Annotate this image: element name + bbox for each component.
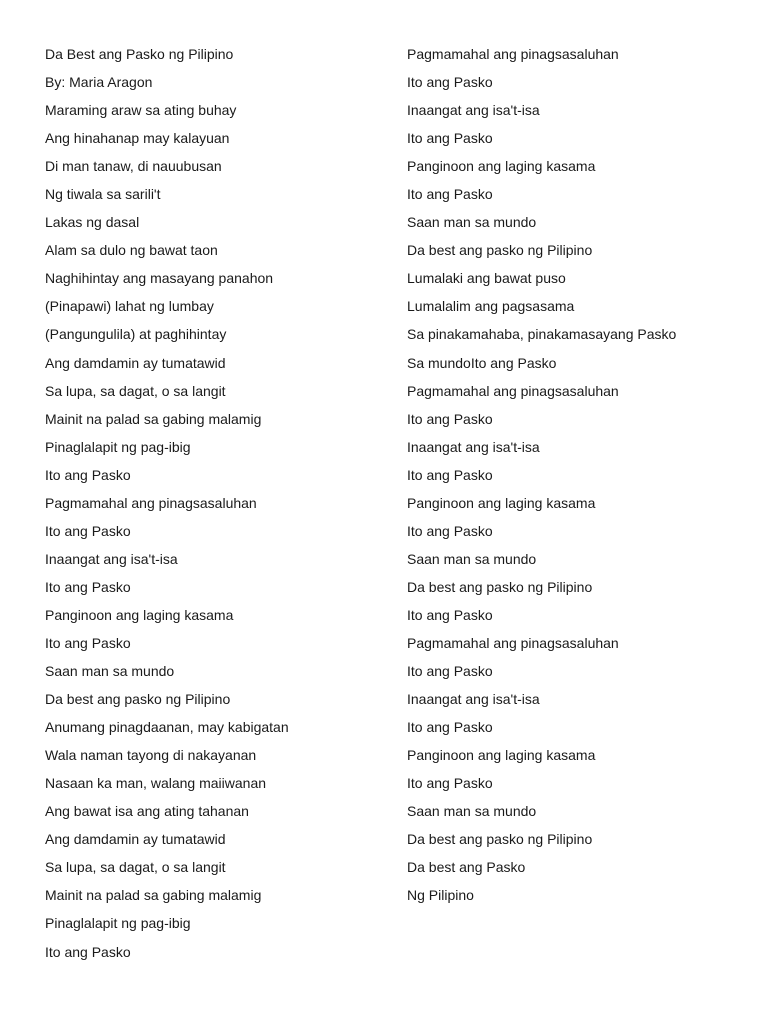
lyric-line: Ito ang Pasko bbox=[407, 74, 493, 91]
lyric-line: Ng Pilipino bbox=[407, 887, 474, 904]
lyric-line: Inaangat ang isa't-isa bbox=[45, 550, 178, 567]
lyric-line: Maraming araw sa ating buhay bbox=[45, 102, 237, 119]
lyric-line: Panginoon ang laging kasama bbox=[407, 747, 596, 764]
lyric-line: Ito ang Pasko bbox=[407, 775, 493, 792]
lyric-line: Ang damdamin ay tumatawid bbox=[45, 354, 226, 371]
lyric-line: Panginoon ang laging kasama bbox=[407, 158, 596, 175]
lyric-line: Saan man sa mundo bbox=[407, 803, 537, 820]
lyric-line: Mainit na palad sa gabing malamig bbox=[45, 887, 262, 904]
lyric-line: Ang hinahanap may kalayuan bbox=[45, 130, 230, 147]
lyrics-left-column bbox=[45, 40, 385, 966]
lyric-line: Pagmamahal ang pinagsasaluhan bbox=[407, 382, 619, 399]
lyric-line: Ito ang Pasko bbox=[45, 943, 131, 960]
lyric-line: (Pangungulila) at paghihintay bbox=[45, 326, 227, 343]
lyric-line: Sa lupa, sa dagat, o sa langit bbox=[45, 382, 226, 399]
lyric-line: Da best ang pasko ng Pilipino bbox=[45, 691, 231, 708]
document-title: Da Best ang Pasko ng Pilipino bbox=[45, 46, 234, 62]
lyric-line: Ng tiwala sa sarili't bbox=[45, 186, 161, 203]
lyric-line: Ito ang Pasko bbox=[407, 719, 493, 736]
document-author: By: Maria Aragon bbox=[45, 74, 153, 91]
lyric-line: Ito ang Pasko bbox=[407, 466, 493, 483]
lyric-line: Ito ang Pasko bbox=[407, 130, 493, 147]
lyric-line: Pinaglalapit ng pag-ibig bbox=[45, 915, 191, 932]
lyric-line: Ito ang Pasko bbox=[407, 606, 493, 623]
lyric-line: Inaangat ang isa't-isa bbox=[407, 691, 540, 708]
lyric-line: Ito ang Pasko bbox=[45, 466, 131, 483]
lyric-line: Sa lupa, sa dagat, o sa langit bbox=[45, 859, 226, 876]
lyric-line: Nasaan ka man, walang maiiwanan bbox=[45, 775, 267, 792]
lyric-line: Pagmamahal ang pinagsasaluhan bbox=[407, 634, 619, 651]
lyric-line: Da best ang pasko ng Pilipino bbox=[407, 242, 593, 259]
lyrics-right-column bbox=[407, 40, 747, 909]
lyric-line: Pagmamahal ang pinagsasaluhan bbox=[407, 46, 619, 62]
lyric-line: Wala naman tayong di nakayanan bbox=[45, 747, 257, 764]
lyric-line: Ito ang Pasko bbox=[407, 663, 493, 680]
lyric-line: Saan man sa mundo bbox=[407, 550, 537, 567]
lyric-line: Ito ang Pasko bbox=[407, 186, 493, 203]
lyric-line: Da best ang Pasko bbox=[407, 859, 526, 876]
lyric-line: Sa pinakamahaba, pinakamasayang Pasko bbox=[407, 326, 677, 343]
lyric-line: Ito ang Pasko bbox=[45, 578, 131, 595]
lyric-line: (Pinapawi) lahat ng lumbay bbox=[45, 298, 214, 315]
lyric-line: Saan man sa mundo bbox=[407, 214, 537, 231]
lyric-line: Saan man sa mundo bbox=[45, 663, 175, 680]
lyric-line: Anumang pinagdaanan, may kabigatan bbox=[45, 719, 289, 736]
lyric-line: Ito ang Pasko bbox=[45, 522, 131, 539]
lyric-line: Panginoon ang laging kasama bbox=[45, 606, 234, 623]
lyric-line: Mainit na palad sa gabing malamig bbox=[45, 410, 262, 427]
lyric-line: Lakas ng dasal bbox=[45, 214, 140, 231]
lyric-line: Ito ang Pasko bbox=[407, 410, 493, 427]
lyric-line: Pagmamahal ang pinagsasaluhan bbox=[45, 494, 257, 511]
lyric-line: Lumalalim ang pagsasama bbox=[407, 298, 575, 315]
lyric-line: Ito ang Pasko bbox=[45, 634, 131, 651]
lyric-line: Ang bawat isa ang ating tahanan bbox=[45, 803, 249, 820]
lyric-line: Inaangat ang isa't-isa bbox=[407, 438, 540, 455]
lyric-line: Pinaglalapit ng pag-ibig bbox=[45, 438, 191, 455]
lyric-line: Ang damdamin ay tumatawid bbox=[45, 831, 226, 848]
lyric-line: Da best ang pasko ng Pilipino bbox=[407, 578, 593, 595]
lyric-line: Ito ang Pasko bbox=[407, 522, 493, 539]
lyric-line: Di man tanaw, di nauubusan bbox=[45, 158, 222, 175]
lyric-line: Da best ang pasko ng Pilipino bbox=[407, 831, 593, 848]
lyric-line: Alam sa dulo ng bawat taon bbox=[45, 242, 218, 259]
lyric-line: Lumalaki ang bawat puso bbox=[407, 270, 566, 287]
lyric-line: Sa mundoIto ang Pasko bbox=[407, 354, 557, 371]
lyric-line: Panginoon ang laging kasama bbox=[407, 494, 596, 511]
lyric-line: Inaangat ang isa't-isa bbox=[407, 102, 540, 119]
lyric-line: Naghihintay ang masayang panahon bbox=[45, 270, 274, 287]
